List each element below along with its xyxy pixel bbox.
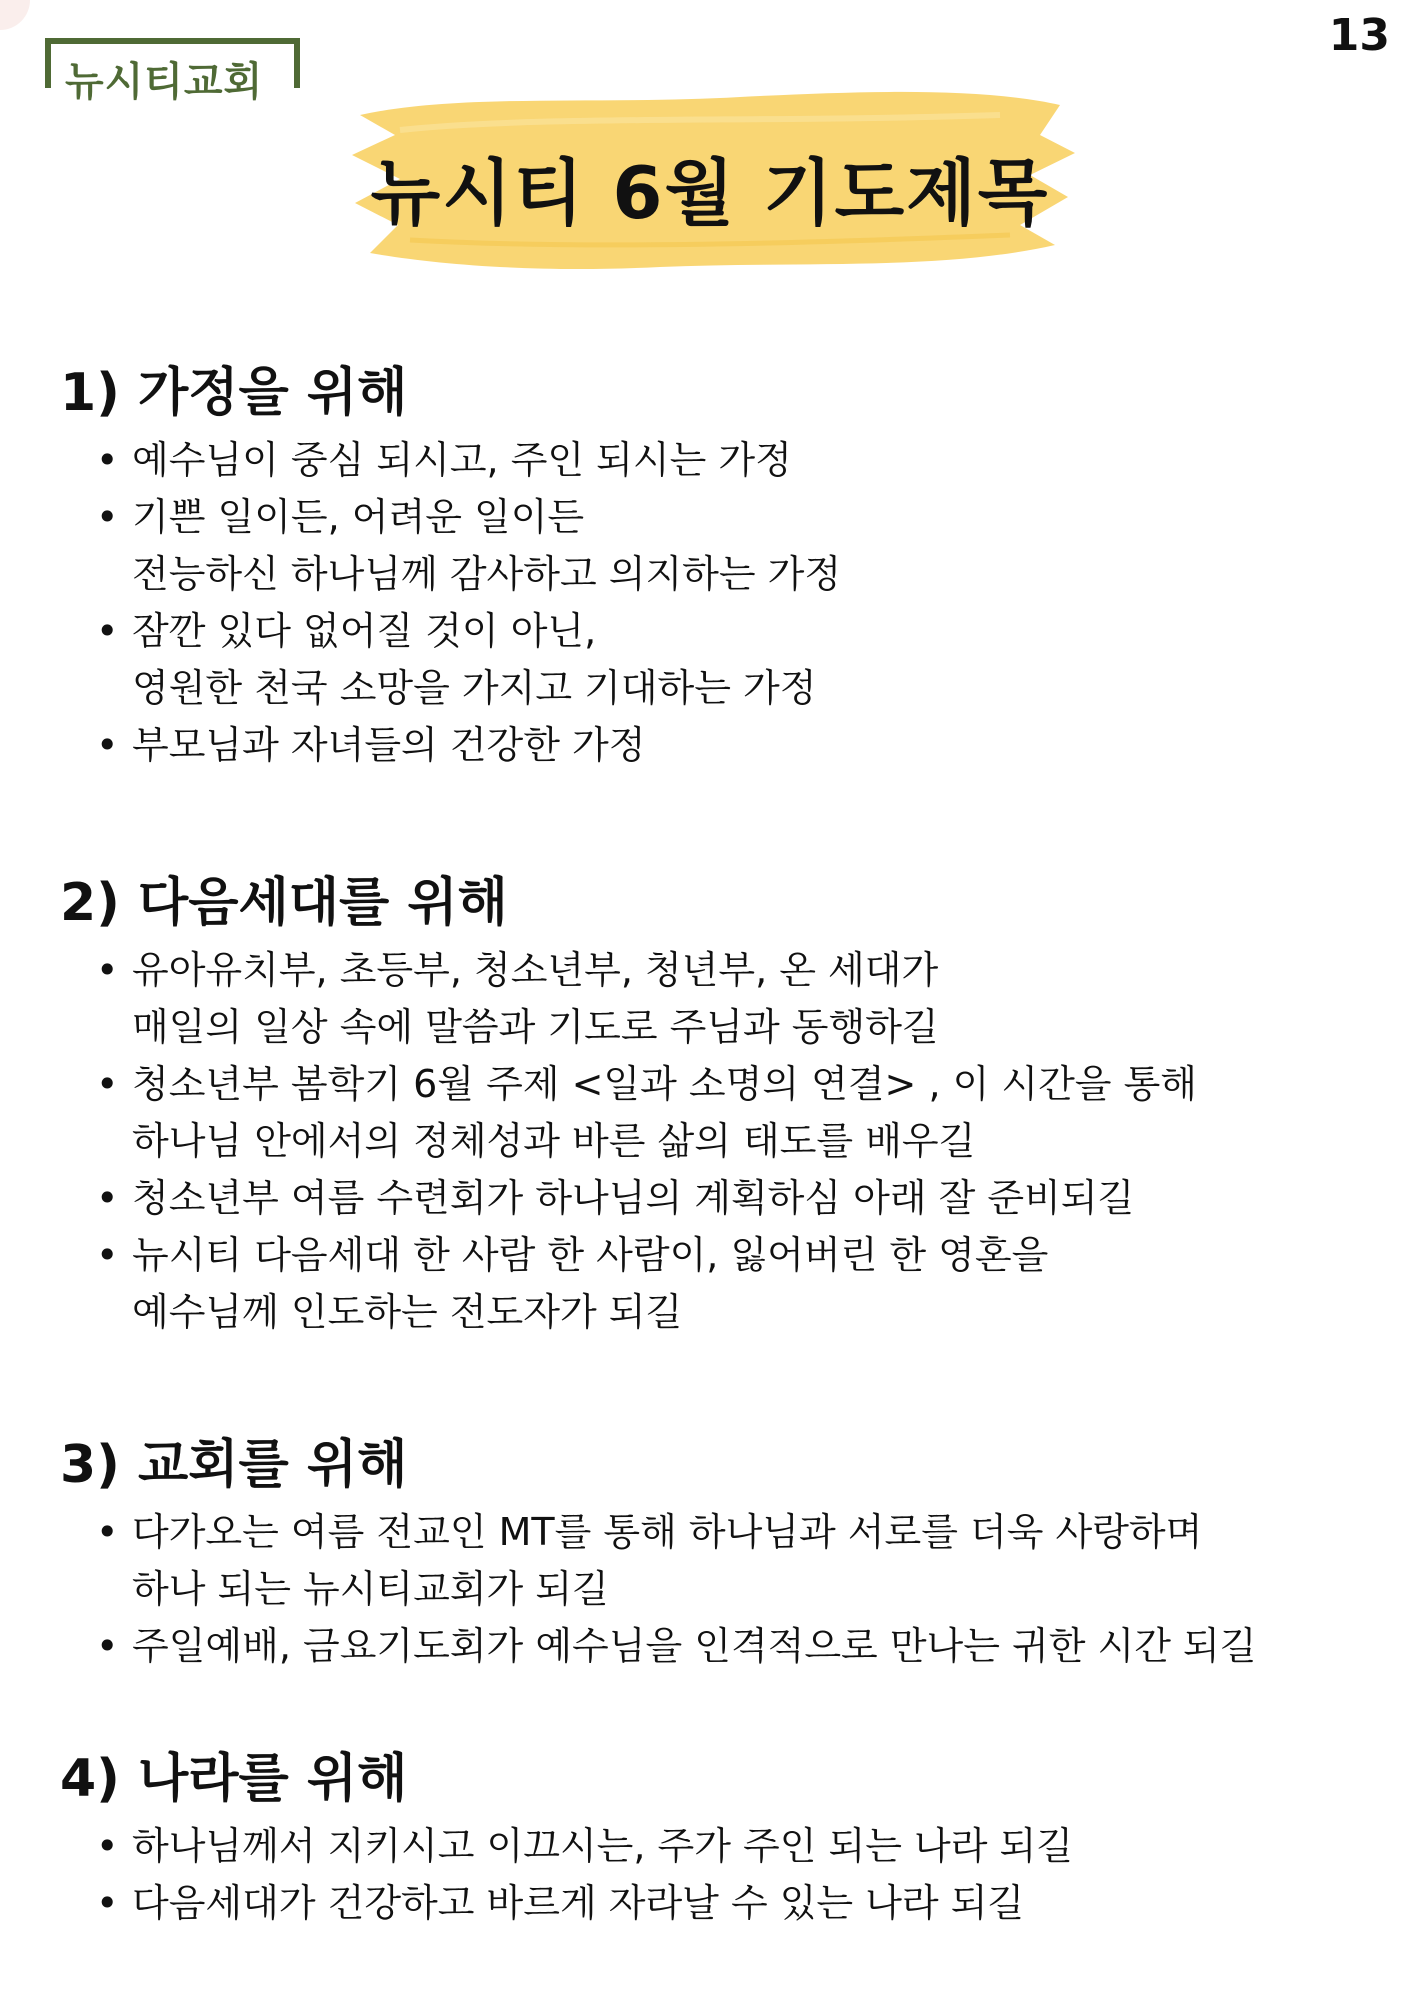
list-item (60, 1056, 1360, 1170)
church-name: 뉴시티교회 (65, 59, 264, 105)
bullet-icon: • (96, 495, 119, 539)
prayer-list (60, 432, 1360, 774)
bullet-icon: • (96, 1510, 119, 1554)
item-line: 다가오는 여름 전교인 MT를 통해 하나님과 서로를 더욱 사랑하며 (132, 1510, 1203, 1554)
page-number: 13 (1328, 10, 1390, 61)
list-item (60, 1170, 1360, 1227)
item-line: 유아유치부, 초등부, 청소년부, 청년부, 온 세대가 (132, 948, 939, 992)
section-family (60, 360, 1360, 774)
list-item (60, 1618, 1360, 1675)
item-line: 하나님 안에서의 정체성과 바른 삶의 태도를 배우길 (132, 1119, 976, 1163)
bullet-icon: • (96, 1062, 119, 1106)
bullet-icon: • (96, 1176, 119, 1220)
bullet-icon: • (96, 1881, 119, 1925)
section-heading: 4) 나라를 위해 (60, 1749, 408, 1809)
item-line: 매일의 일상 속에 말씀과 기도로 주님과 동행하길 (132, 1005, 939, 1049)
bullet-icon: • (96, 948, 119, 992)
bullet-icon: • (96, 1233, 119, 1277)
list-item (60, 489, 1360, 603)
bullet-icon: • (96, 723, 119, 767)
item-line: 청소년부 봄학기 6월 주제 <일과 소명의 연결> , 이 시간을 통해 (132, 1062, 1198, 1106)
bullet-icon: • (96, 609, 119, 653)
page-title: 뉴시티 6월 기도제목 (370, 151, 1050, 235)
item-line: 잠깐 있다 없어질 것이 아닌, (132, 609, 597, 653)
item-line: 하나 되는 뉴시티교회가 되길 (132, 1567, 609, 1611)
section-nation (60, 1746, 1360, 1932)
item-line: 주일예배, 금요기도회가 예수님을 인격적으로 만나는 귀한 시간 되길 (132, 1624, 1257, 1668)
bullet-icon: • (96, 1824, 119, 1868)
item-line: 다음세대가 건강하고 바르게 자라날 수 있는 나라 되길 (132, 1881, 1025, 1925)
list-item (60, 603, 1360, 717)
item-line: 청소년부 여름 수련회가 하나님의 계획하심 아래 잘 준비되길 (132, 1176, 1135, 1220)
list-item (60, 1875, 1360, 1932)
bullet-icon: • (96, 1624, 119, 1668)
list-item (60, 432, 1360, 489)
item-line: 예수님이 중심 되시고, 주인 되시는 가정 (132, 438, 792, 482)
item-line: 뉴시티 다음세대 한 사람 한 사람이, 잃어버린 한 영혼을 (132, 1233, 1049, 1277)
section-heading: 3) 교회를 위해 (60, 1435, 408, 1495)
title-banner (340, 75, 1080, 285)
section-church (60, 1432, 1360, 1675)
section-heading: 2) 다음세대를 위해 (60, 873, 508, 933)
bullet-icon: • (96, 438, 119, 482)
item-line: 예수님께 인도하는 전도자가 되길 (132, 1290, 683, 1334)
item-line: 기쁜 일이든, 어려운 일이든 (132, 495, 585, 539)
list-item (60, 1818, 1360, 1875)
prayer-list (60, 942, 1360, 1341)
prayer-list (60, 1818, 1360, 1932)
list-item (60, 717, 1360, 774)
list-item (60, 1504, 1360, 1618)
section-next-generation (60, 870, 1360, 1341)
item-line: 영원한 천국 소망을 가지고 기대하는 가정 (132, 666, 817, 710)
prayer-list (60, 1504, 1360, 1675)
corner-decoration (0, 0, 30, 30)
list-item (60, 1227, 1360, 1341)
item-line: 부모님과 자녀들의 건강한 가정 (132, 723, 646, 767)
item-line: 전능하신 하나님께 감사하고 의지하는 가정 (132, 552, 842, 596)
list-item (60, 942, 1360, 1056)
church-label (45, 38, 300, 105)
section-heading: 1) 가정을 위해 (60, 363, 408, 423)
item-line: 하나님께서 지키시고 이끄시는, 주가 주인 되는 나라 되길 (132, 1824, 1073, 1868)
